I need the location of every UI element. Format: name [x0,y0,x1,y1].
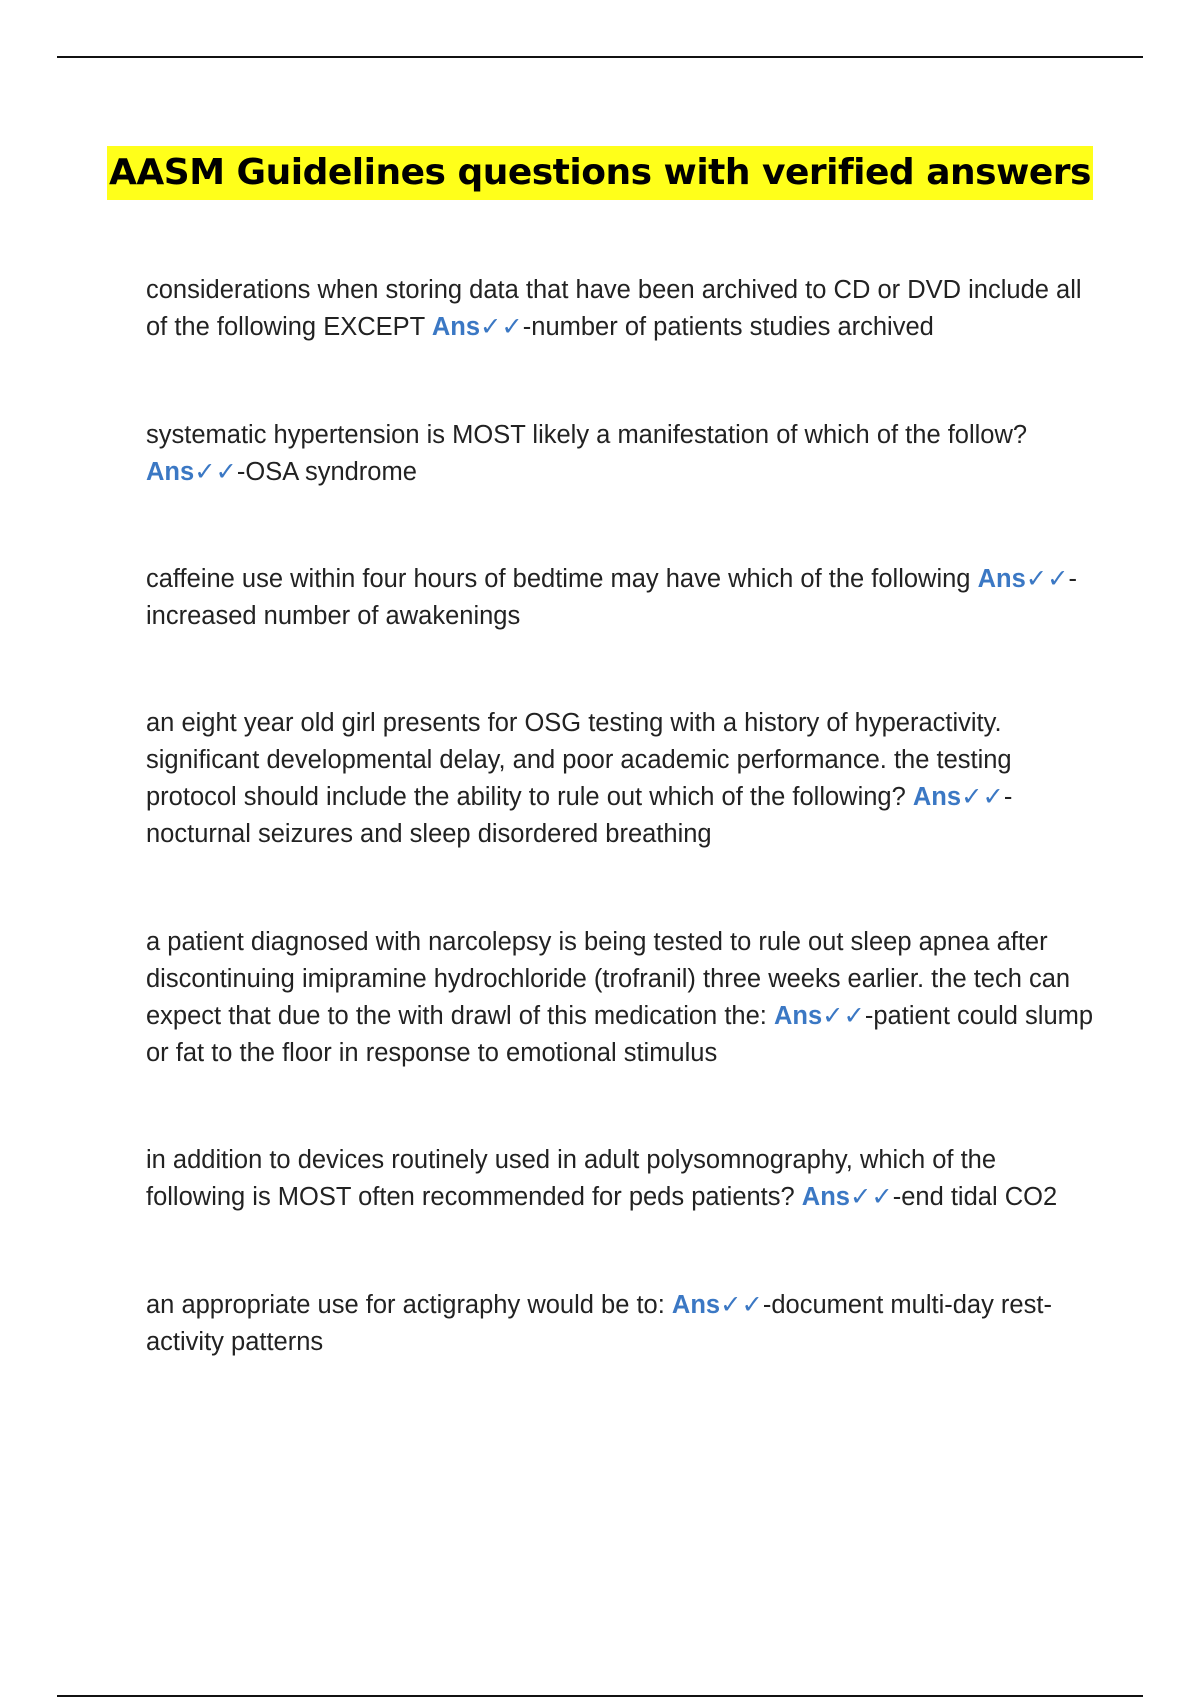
check-mark-icon: ✓✓ [822,1002,865,1030]
answer-label: Ans [146,458,195,486]
question-text: caffeine use within four hours of bedtime may have which of the following [146,565,971,593]
answer-label: Ans [912,783,962,811]
question-text: a patient diagnosed with narcolepsy is being tested to rule out sleep apnea after discontinuing imipramine hydrochloride (trofranil) three weeks earlier. the tech can expect that due to the with drawl of this medication the: [146,928,1071,1030]
answer-text: -nocturnal seizures and sleep disordered breathing [146,783,1013,848]
question-text: an eight year old girl presents for OSG testing with a history of hyperactivity. significant developmental delay, and poor academic performance. the testing protocol should include the ability to rule out which of the following? [146,709,1012,811]
answer-label: Ans [431,313,481,341]
answer-text: -increased number of awakenings [146,565,1078,630]
answer-text: -document multi-day rest-activity patterns [146,1291,1052,1356]
answer-label: Ans [671,1291,721,1319]
question-text: an appropriate use for actigraphy would be to: [146,1291,665,1319]
answer-label: Ans [977,565,1026,593]
qa-item-2 [146,417,1096,491]
qa-item-1 [146,272,1096,346]
answer-text: -patient could slump or fat to the floor in response to emotional stimulus [146,1002,1094,1067]
qa-item-3 [146,561,1096,635]
title-block [0,146,1200,200]
check-mark-icon: ✓✓ [1025,565,1069,593]
header-rule [57,56,1143,58]
check-mark-icon: ✓✓ [720,1291,763,1319]
qa-item-5 [146,924,1096,1072]
check-mark-icon: ✓✓ [480,313,523,341]
question-text: considerations when storing data that have been archived to CD or DVD include all of the following EXCEPT [146,276,1082,341]
document-title: AASM Guidelines questions with verified answers [107,146,1093,200]
answer-text: -number of patients studies archived [522,313,934,341]
answer-label: Ans [773,1002,823,1030]
footer-rule [57,1695,1143,1697]
answer-text: -OSA syndrome [236,458,417,486]
check-mark-icon: ✓✓ [849,1183,893,1211]
check-mark-icon: ✓✓ [961,783,1004,811]
question-text: in addition to devices routinely used in adult polysomnography, which of the following is MOST often recommended for peds patients? [146,1146,997,1211]
check-mark-icon: ✓✓ [194,458,237,486]
qa-item-7 [146,1287,1096,1361]
answer-label: Ans [801,1183,850,1211]
qa-item-6 [146,1142,1096,1216]
answer-text: -end tidal CO2 [892,1183,1058,1211]
qa-item-4 [146,705,1096,853]
question-text: systematic hypertension is MOST likely a manifestation of which of the follow? [146,421,1028,449]
